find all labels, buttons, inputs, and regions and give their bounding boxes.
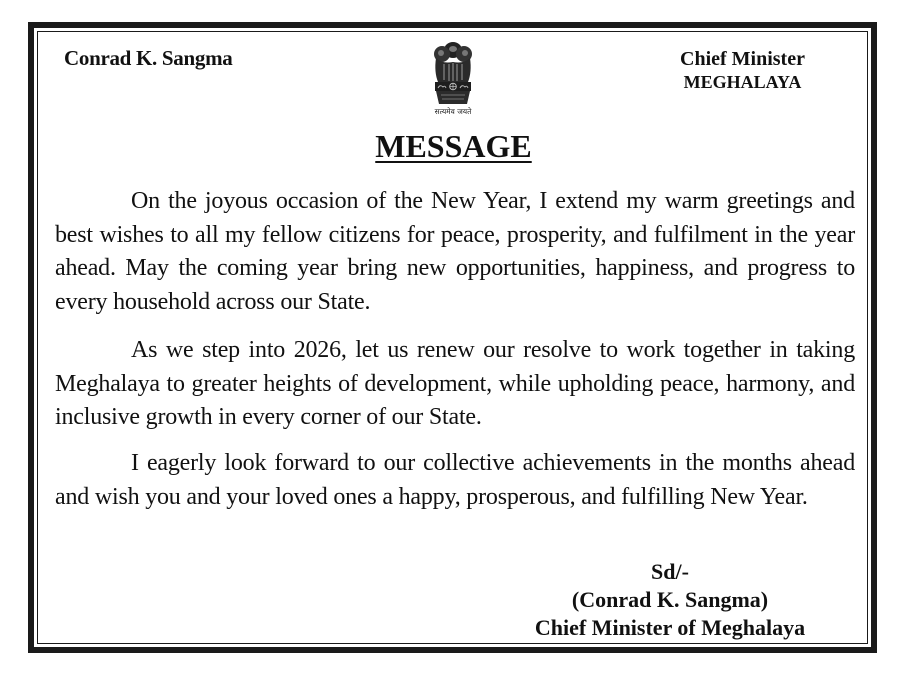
emblem-motto: सत्यमेव जयते (434, 107, 472, 116)
page-heading (0, 128, 907, 165)
signature-block (500, 558, 840, 642)
header-designation (640, 47, 845, 93)
message-paragraph-3: I eagerly look forward to our collective achievements in the months ahead and wish you and your loved ones a happy, prosperous, and fulfilling New Year. (55, 450, 855, 510)
heading-text: MESSAGE (375, 128, 532, 164)
designation-state: MEGHALAYA (683, 72, 802, 92)
signature-title: Chief Minister of Meghalaya (534, 615, 806, 640)
national-emblem-icon (426, 40, 480, 118)
signature-sd: Sd/- (651, 559, 689, 584)
signature-name: (Conrad K. Sangma) (571, 587, 769, 612)
designation-title: Chief Minister (680, 48, 805, 70)
message-paragraph-1: On the joyous occasion of the New Year, I extend my warm greetings and best wishes to all my fellow citizens for peace, prosperity, and fulfilment in the year ahead. May the coming year bring new opportunities, happiness, and progress to every household across our State. (55, 188, 855, 315)
message-paragraph-2: As we step into 2026, let us renew our resolve to work together in taking Meghalaya to greater heights of development, while upholding peace, harmony, and inclusive growth in every corner of our State. (55, 337, 855, 430)
header-name: Conrad K. Sangma (64, 46, 233, 70)
